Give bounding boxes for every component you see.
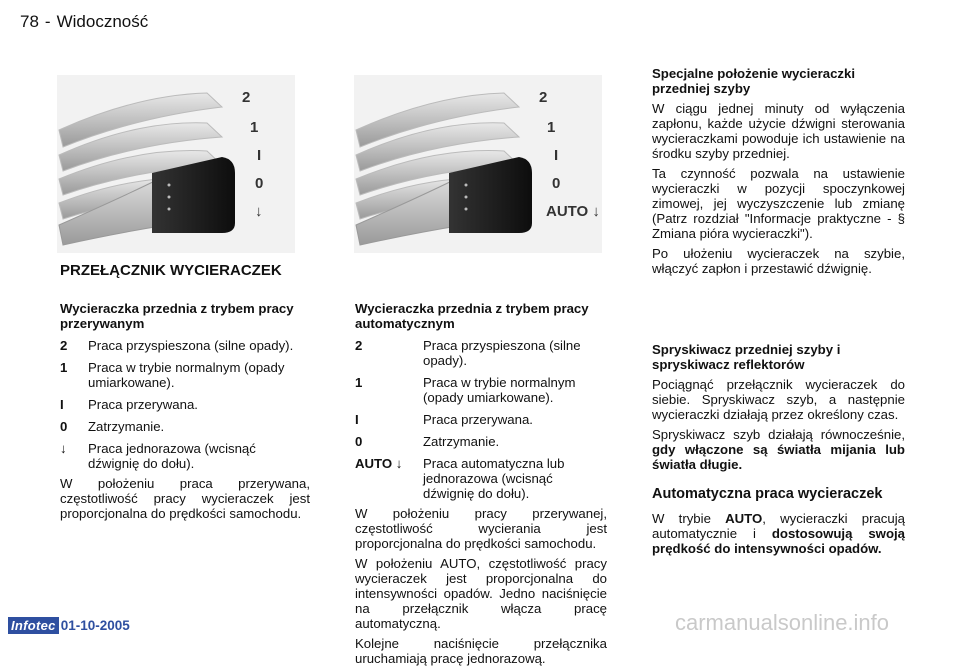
paragraph: W ciągu jednej minuty od wyłączenia zapłonu, każde użycie dźwigni sterowania wycieraczkami powoduje ich ustawienie na środku szyby przedniej. [652, 101, 905, 161]
list-item: 0 Zatrzymanie. [355, 434, 500, 449]
watermark: carmanualsonline.info [675, 610, 890, 635]
paragraph: Ta czynność pozwala na ustawienie wycieraczki w pozycji spoczynkowej zimowej, jej wyczyszczenie lub zmianę (Patrz rozdział "Informacje praktyczne - § Zmiana pióra wycieraczki"). [652, 166, 905, 241]
position-label-down: ↓ [255, 203, 263, 220]
position-label-1: 1 [250, 119, 259, 136]
list-item: 1 Praca w trybie normalnym (opady umiarkowane). [60, 360, 285, 390]
paragraph: Po ułożeniu wycieraczek na szybie, włączyć zapłon i przestawić dźwignię. [652, 246, 905, 276]
position-label-2: 2 [242, 89, 251, 106]
position-label-auto: AUTO ↓ [546, 203, 600, 220]
list-item: ↓ Praca jednorazowa (wcisnąć dźwignię do dołu). [60, 441, 256, 471]
list-item: 2 Praca przyspieszona (silne opady). [60, 338, 294, 353]
column-auto-operation [652, 486, 905, 556]
page-title: Widoczność [56, 12, 149, 31]
paragraph: W położeniu AUTO, częstotliwość pracy wycieraczek jest proporcjonalna do intensywności opadów. Jedno naciśnięcie na przełącznik włącza pracę automatyczną. [355, 556, 607, 631]
position-label-2: 2 [539, 89, 548, 106]
header-separator: - [44, 12, 51, 31]
column-intermittent [60, 301, 310, 521]
paragraph: Spryskiwacz szyb działają równocześnie, gdy włączone są światła mijania lub światła długie. [652, 427, 905, 472]
list-item: 1 Praca w trybie normalnym (opady umiarkowane). [355, 375, 576, 405]
page-number: 78 [20, 12, 39, 31]
footer-date: 01-10-2005 [60, 618, 130, 633]
section-title: PRZEŁĄCZNIK WYCIERACZEK [60, 262, 282, 279]
position-label-0: 0 [552, 175, 561, 192]
column-auto [355, 301, 607, 666]
list-item: AUTO ↓ Praca automatyczna lub jednorazowa (wcisnąć dźwignię do dołu). [355, 456, 565, 501]
page-header [20, 12, 154, 32]
wiper-stalk-figure-auto [354, 75, 602, 253]
column-washer [652, 342, 905, 472]
paragraph: W trybie AUTO, wycieraczki pracują automatycznie i dostosowują swoją prędkość do intensywności opadów. [652, 511, 905, 556]
infotec-logo: Infotec [8, 617, 59, 634]
paragraph: W położeniu pracy przerywanej, częstotliwość wycierania jest proporcjonalna do prędkości samochodu. [355, 506, 607, 551]
position-label-intermittent: I [554, 147, 559, 164]
paragraph: W położeniu praca przerywana, częstotliwość pracy wycieraczek jest proporcjonalna do prędkości samochodu. [60, 476, 310, 521]
paragraph: Pociągnąć przełącznik wycieraczek do siebie. Spryskiwacz szyb, a następnie wycieraczki działają przez określony czas. [652, 377, 905, 422]
wiper-stalk-figure-intermittent [57, 75, 295, 253]
list-item: I Praca przerywana. [355, 412, 533, 427]
column-special-position [652, 66, 905, 276]
subheading-intermittent: Wycieraczka przednia z trybem pracy przerywanym [60, 301, 294, 331]
heading-auto-operation: Automatyczna praca wycieraczek [652, 486, 883, 502]
paragraph: Kolejne naciśnięcie przełącznika uruchamiają pracę jednorazową. [355, 636, 607, 666]
footer [8, 617, 130, 634]
position-label-0: 0 [255, 175, 264, 192]
position-label-1: 1 [547, 119, 556, 136]
subheading-special-position: Specjalne położenie wycieraczki przedniej szyby [652, 66, 856, 96]
list-item: I Praca przerywana. [60, 397, 198, 412]
list-item: 2 Praca przyspieszona (silne opady). [355, 338, 581, 368]
list-item: 0 Zatrzymanie. [60, 419, 165, 434]
subheading-auto: Wycieraczka przednia z trybem pracy automatycznym [355, 301, 589, 331]
position-label-intermittent: I [257, 147, 262, 164]
subheading-washer: Spryskiwacz przedniej szyby i spryskiwacz reflektorów [652, 342, 841, 372]
